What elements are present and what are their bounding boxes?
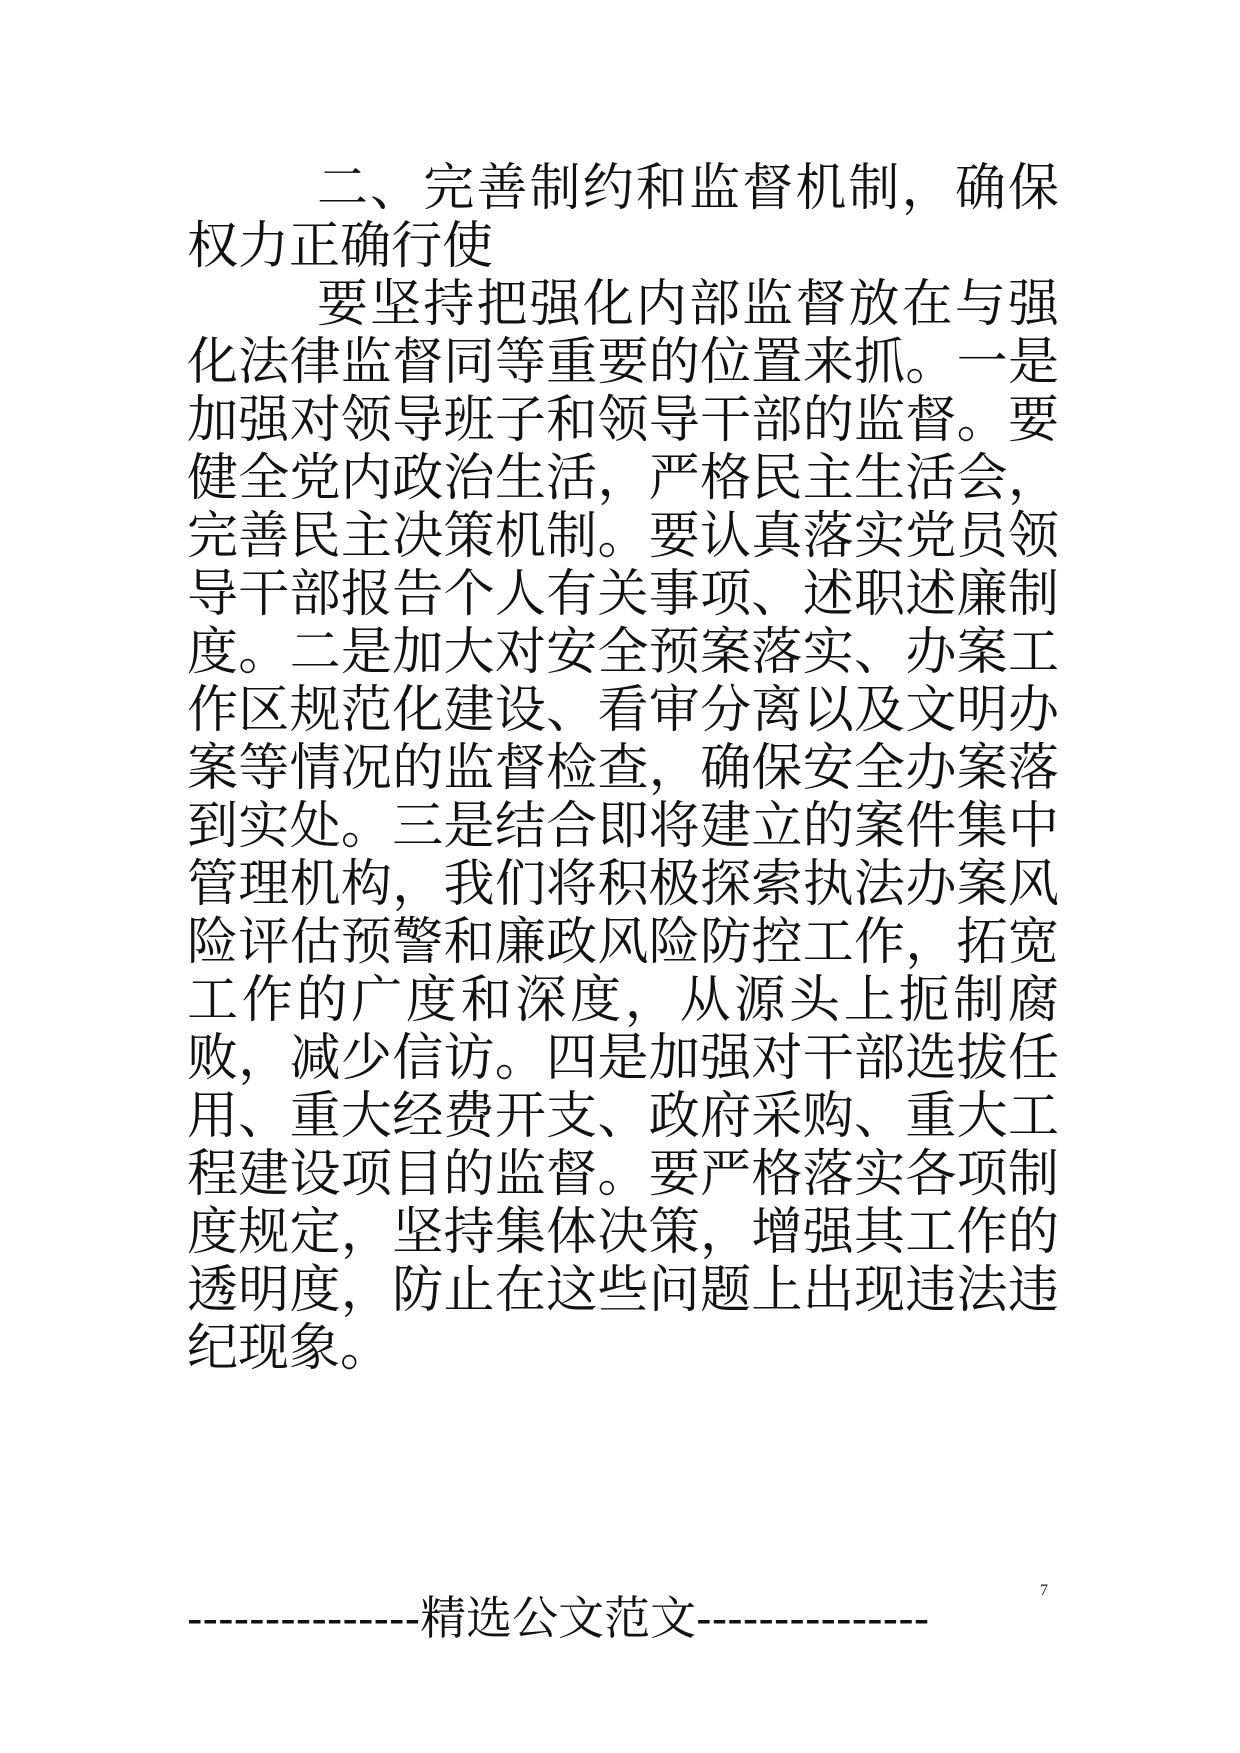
footer-banner: ---------------精选公文范文--------------- — [187, 1591, 930, 1645]
section-heading: 二、完善制约和监督机制，确保权力正确行使 — [187, 159, 1059, 276]
page-number: 7 — [1040, 1582, 1048, 1599]
document-body — [187, 160, 1059, 1378]
body-paragraph: 要坚持把强化内部监督放在与强化法律监督同等重要的位置来抓。一是加强对领导班子和领导干部的监督。要健全党内政治生活，严格民主生活会，完善民主决策机制。要认真落实党员领导干部报告个人有关事项、述职述廉制度。二是加大对安全预案落实、办案工作区规范化建设、看审分离以及文明办案等情况的监督检查，确保安全办案落到实处。三是结合即将建立的案件集中管理机构，我们将积极探索执法办案风险评估预警和廉政风险防控工作，拓宽工作的广度和深度，从源头上扼制腐败，减少信访。四是加强对干部选拔任用、重大经费开支、政府采购、重大工程建设项目的监督。要严格落实各项制度规定，坚持集体决策，增强其工作的透明度，防止在这些问题上出现违法违纪现象。 — [187, 275, 1059, 1378]
